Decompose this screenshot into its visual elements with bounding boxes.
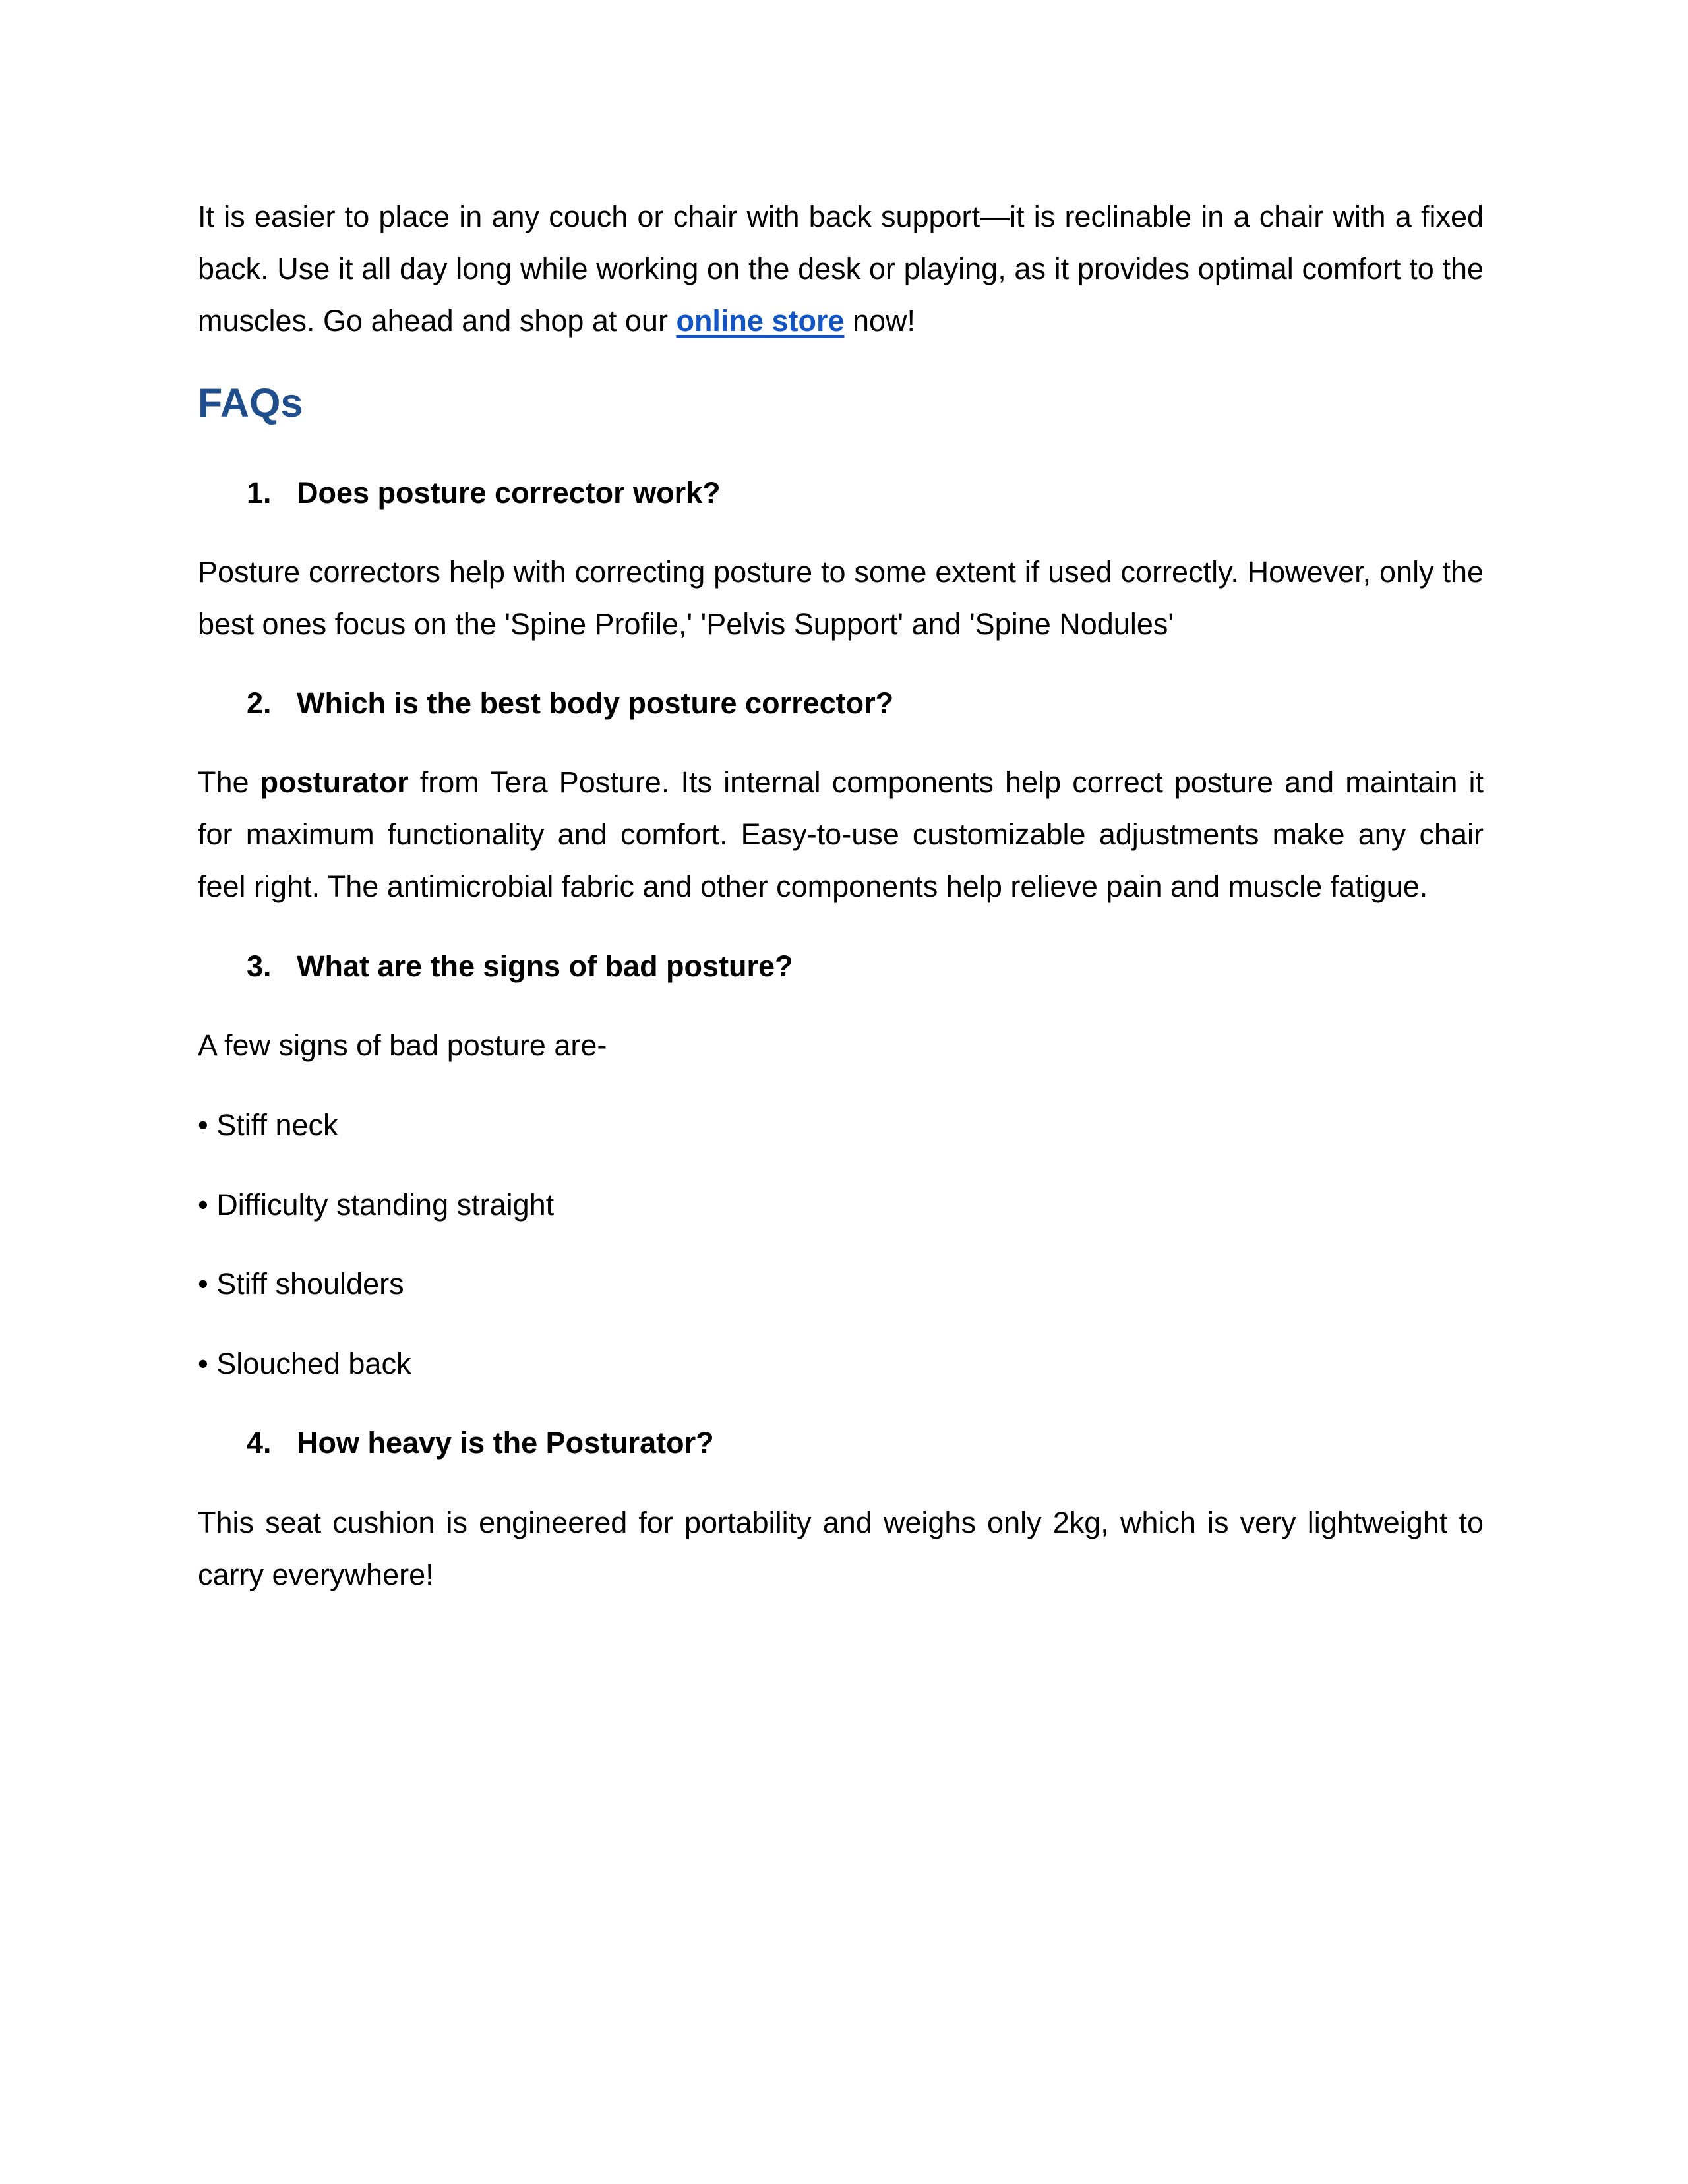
faq-question-4	[247, 1417, 714, 1469]
faq-question-text-1: Does posture corrector work?	[297, 476, 721, 510]
faq-answer-4: This seat cushion is engineered for portability and weighs only 2kg, which is very lightweight to carry everywhere!	[198, 1506, 1484, 1591]
faq-answer-2-rest: from Tera Posture. Its internal components help correct posture and maintain it for maximum functionality and comfort. Easy-to-use customizable adjustments make any chair feel right. The antimicrobial fabric and other components help relieve pain and muscle fatigue.	[198, 765, 1484, 903]
faq-number-2: 2.	[247, 686, 272, 720]
faq-question-1	[247, 467, 721, 519]
faq-number-1: 1.	[247, 476, 272, 510]
bullet-item: • Slouched back	[198, 1347, 411, 1380]
bullet-item: • Stiff neck	[198, 1108, 338, 1142]
faq-number-3: 3.	[247, 949, 272, 983]
faq-question-3	[247, 940, 793, 992]
online-store-link[interactable]: online store	[676, 304, 845, 338]
faq-question-2	[247, 677, 893, 729]
faq-question-text-2: Which is the best body posture corrector?	[297, 686, 894, 720]
faq-answer-2-prefix: The	[198, 765, 260, 799]
intro-text: It is easier to place in any couch or chair with back support—it is reclinable in a chair with a fixed back. Use it all day long while working on the desk or playing, as it provides optimal comfort to the muscles. Go ahead and shop at our	[198, 200, 1484, 338]
faq-question-text-3: What are the signs of bad posture?	[297, 949, 793, 983]
faq-answer-3: A few signs of bad posture are-	[198, 1028, 607, 1062]
bullet-item: • Difficulty standing straight	[198, 1188, 555, 1222]
posturator-bold: posturator	[260, 765, 409, 799]
intro-paragraph	[198, 191, 1484, 347]
faq-answer-1: Posture correctors help with correcting posture to some extent if used correctly. However, only the best ones focus on the 'Spine Profile,' 'Pelvis Support' and 'Spine Nodules'	[198, 555, 1484, 641]
bullet-item: • Stiff shoulders	[198, 1267, 404, 1301]
intro-text-end: now!	[844, 304, 916, 338]
faq-heading: FAQs	[198, 380, 303, 425]
faq-answer-2	[198, 756, 1484, 912]
faq-question-text-4: How heavy is the Posturator?	[297, 1426, 714, 1460]
faq-number-4: 4.	[247, 1426, 272, 1460]
